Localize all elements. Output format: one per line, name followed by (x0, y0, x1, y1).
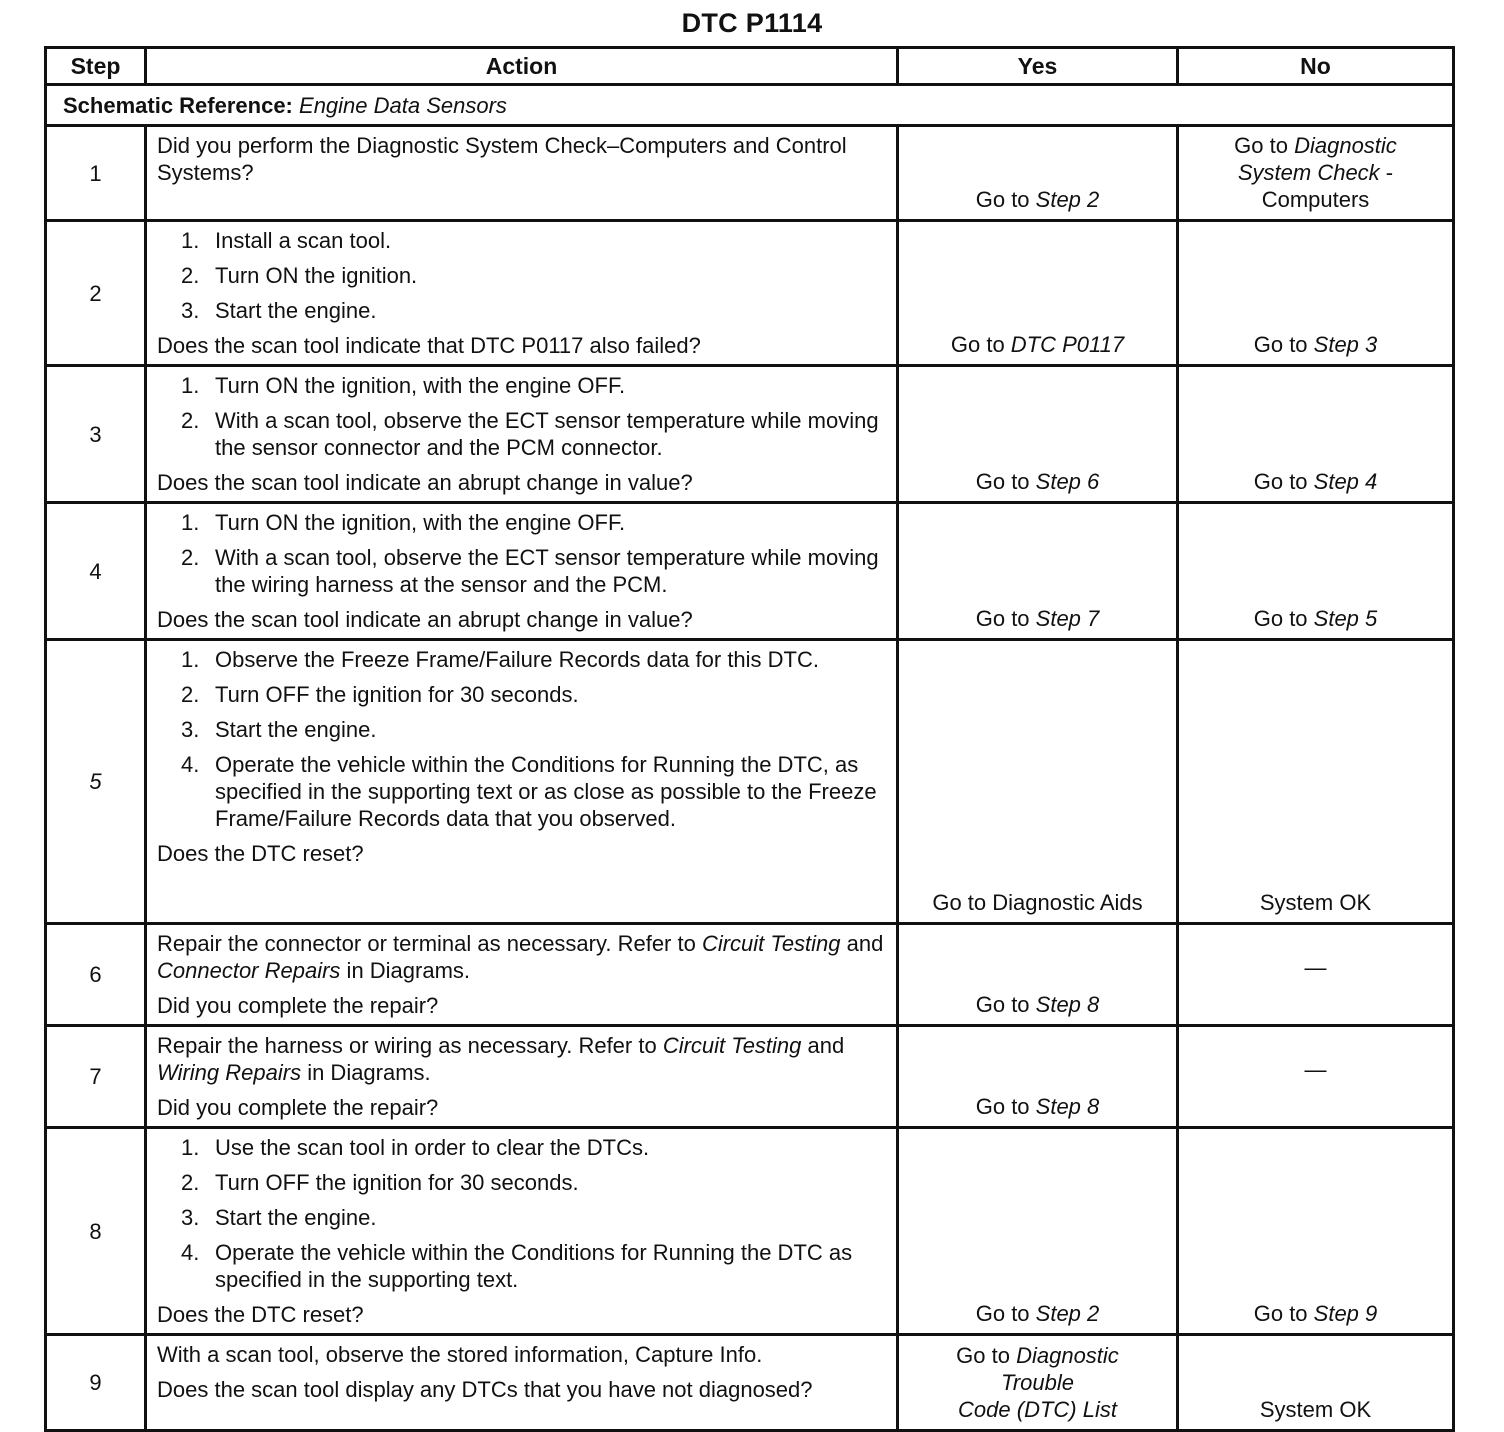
table-row (46, 503, 1454, 640)
action-cell (146, 1128, 898, 1335)
yes-cell (898, 221, 1178, 366)
action-text: With a scan tool, observe the stored information, Capture Info. (157, 1342, 763, 1367)
action-cell (146, 126, 898, 221)
list-item: 2. Turn ON the ignition. (181, 263, 418, 288)
yes-text: Go to (950, 332, 1011, 357)
table-row (46, 1128, 1454, 1335)
no-link: Step 9 (1313, 1301, 1378, 1326)
table-row (46, 1335, 1454, 1431)
no-link: System Check (1237, 160, 1380, 185)
no-text: - (1379, 160, 1394, 185)
action-question: Does the DTC reset? (157, 1302, 364, 1327)
step-number: 6 (46, 924, 146, 1026)
yes-link: Step 6 (1035, 469, 1100, 494)
action-list (157, 509, 886, 598)
no-cell (1178, 924, 1454, 1026)
yes-link: Step 7 (1035, 606, 1100, 631)
step-number: 5 (46, 640, 146, 924)
no-cell (1178, 1026, 1454, 1128)
yes-link: Code (DTC) List (958, 1397, 1117, 1422)
list-item: 4. Operate the vehicle within the Conditions for Running the DTC as specified in the supporting text. (181, 1240, 853, 1292)
step-number: 7 (46, 1026, 146, 1128)
yes-cell (898, 126, 1178, 221)
yes-link: Step 2 (1035, 1301, 1100, 1326)
no-text: Go to (1253, 1301, 1314, 1326)
schematic-label: Schematic Reference: (63, 92, 293, 118)
yes-link: Diagnostic (1016, 1343, 1119, 1368)
yes-link: Step 8 (1035, 1094, 1100, 1119)
header-yes: Yes (898, 48, 1178, 85)
schematic-value: Engine Data Sensors (299, 92, 507, 118)
action-question: Does the scan tool indicate an abrupt change in value? (157, 607, 693, 632)
yes-link: Step 2 (1035, 187, 1100, 212)
list-item: 1. Install a scan tool. (181, 228, 392, 253)
step-number: 1 (46, 126, 146, 221)
list-item: 1. Turn ON the ignition, with the engine OFF. (181, 510, 626, 535)
action-list (157, 1134, 886, 1293)
step-number: 3 (46, 366, 146, 503)
no-cell (1178, 503, 1454, 640)
yes-link: Trouble (1001, 1370, 1074, 1395)
no-cell (1178, 221, 1454, 366)
action-text: Repair the connector or terminal as necessary. Refer to Circuit Testing and Connector Repairs in Diagrams. (157, 931, 884, 983)
yes-text: Go to (975, 469, 1036, 494)
yes-text: Go to (975, 1094, 1036, 1119)
no-text: Go to (1253, 332, 1314, 357)
yes-cell (898, 503, 1178, 640)
table-row (46, 924, 1454, 1026)
list-item: 2. With a scan tool, observe the ECT sensor temperature while moving the sensor connector and the PCM connector. (181, 408, 879, 460)
action-list (157, 227, 886, 324)
list-item: 2. Turn OFF the ignition for 30 seconds. (181, 1170, 579, 1195)
action-cell (146, 503, 898, 640)
list-item: 1. Observe the Freeze Frame/Failure Records data for this DTC. (181, 647, 819, 672)
list-item: 1. Use the scan tool in order to clear the DTCs. (181, 1135, 650, 1160)
no-cell (1178, 126, 1454, 221)
yes-link: DTC P0117 (1010, 332, 1125, 357)
schematic-reference-row (46, 85, 1454, 126)
action-question: Did you complete the repair? (157, 1095, 439, 1120)
schematic-reference (46, 85, 1454, 126)
no-link: Diagnostic (1294, 133, 1397, 158)
action-cell (146, 640, 898, 924)
action-question: Does the scan tool indicate that DTC P0117 also failed? (157, 333, 701, 358)
list-item: 2. Turn OFF the ignition for 30 seconds. (181, 682, 579, 707)
yes-text: Go to (975, 1301, 1036, 1326)
action-question: Did you complete the repair? (157, 993, 439, 1018)
header-no: No (1178, 48, 1454, 85)
page-title: DTC P1114 (681, 8, 823, 38)
action-list (157, 372, 886, 461)
action-cell (146, 1335, 898, 1431)
table-row (46, 1026, 1454, 1128)
action-list (157, 646, 886, 832)
no-text: — (1304, 1057, 1327, 1082)
no-cell (1178, 1128, 1454, 1335)
yes-cell (898, 924, 1178, 1026)
no-link: Step 3 (1313, 332, 1378, 357)
header-action: Action (146, 48, 898, 85)
yes-text: Go to (956, 1343, 1017, 1368)
no-cell (1178, 1335, 1454, 1431)
no-text: Go to (1253, 606, 1314, 631)
no-text: System OK (1259, 1397, 1372, 1422)
no-cell (1178, 366, 1454, 503)
diagnostic-table (44, 46, 1455, 1432)
header-row (46, 48, 1454, 85)
yes-link: Step 8 (1035, 992, 1100, 1017)
no-text: — (1304, 955, 1327, 980)
header-step: Step (46, 48, 146, 85)
yes-text: Go to (975, 992, 1036, 1017)
yes-cell (898, 1026, 1178, 1128)
action-cell (146, 1026, 898, 1128)
table-row (46, 640, 1454, 924)
table-row (46, 366, 1454, 503)
no-text: Go to (1253, 469, 1314, 494)
action-question: Does the scan tool display any DTCs that you have not diagnosed? (157, 1377, 813, 1402)
action-question: Does the scan tool indicate an abrupt change in value? (157, 470, 693, 495)
action-question: Does the DTC reset? (157, 841, 364, 866)
yes-text: Go to Diagnostic Aids (932, 890, 1143, 915)
list-item: 4. Operate the vehicle within the Conditions for Running the DTC, as specified in the supporting text or as close as possible to the Freeze Frame/Failure Records data that you observed. (181, 752, 877, 831)
no-link: Step 4 (1313, 469, 1378, 494)
yes-text: Go to (975, 187, 1036, 212)
no-text: Go to (1234, 133, 1295, 158)
action-text: Repair the harness or wiring as necessary. Refer to Circuit Testing and Wiring Repairs in Diagrams. (157, 1033, 845, 1085)
action-text: Did you perform the Diagnostic System Check–Computers and Control Systems? (157, 133, 847, 185)
no-cell (1178, 640, 1454, 924)
step-number: 4 (46, 503, 146, 640)
step-number: 9 (46, 1335, 146, 1431)
yes-cell (898, 1128, 1178, 1335)
no-text: System OK (1259, 890, 1372, 915)
yes-cell (898, 1335, 1178, 1431)
list-item: 2. With a scan tool, observe the ECT sensor temperature while moving the wiring harness at the sensor and the PCM. (181, 545, 879, 597)
step-number: 2 (46, 221, 146, 366)
table-row (46, 221, 1454, 366)
list-item: 3. Start the engine. (181, 298, 377, 323)
action-cell (146, 366, 898, 503)
action-cell (146, 221, 898, 366)
yes-cell (898, 366, 1178, 503)
list-item: 3. Start the engine. (181, 717, 377, 742)
no-link: Step 5 (1313, 606, 1378, 631)
yes-cell (898, 640, 1178, 924)
step-number: 8 (46, 1128, 146, 1335)
table-row (46, 126, 1454, 221)
action-cell (146, 924, 898, 1026)
list-item: 3. Start the engine. (181, 1205, 377, 1230)
no-text: Computers (1261, 187, 1370, 212)
list-item: 1. Turn ON the ignition, with the engine OFF. (181, 373, 626, 398)
yes-text: Go to (975, 606, 1036, 631)
